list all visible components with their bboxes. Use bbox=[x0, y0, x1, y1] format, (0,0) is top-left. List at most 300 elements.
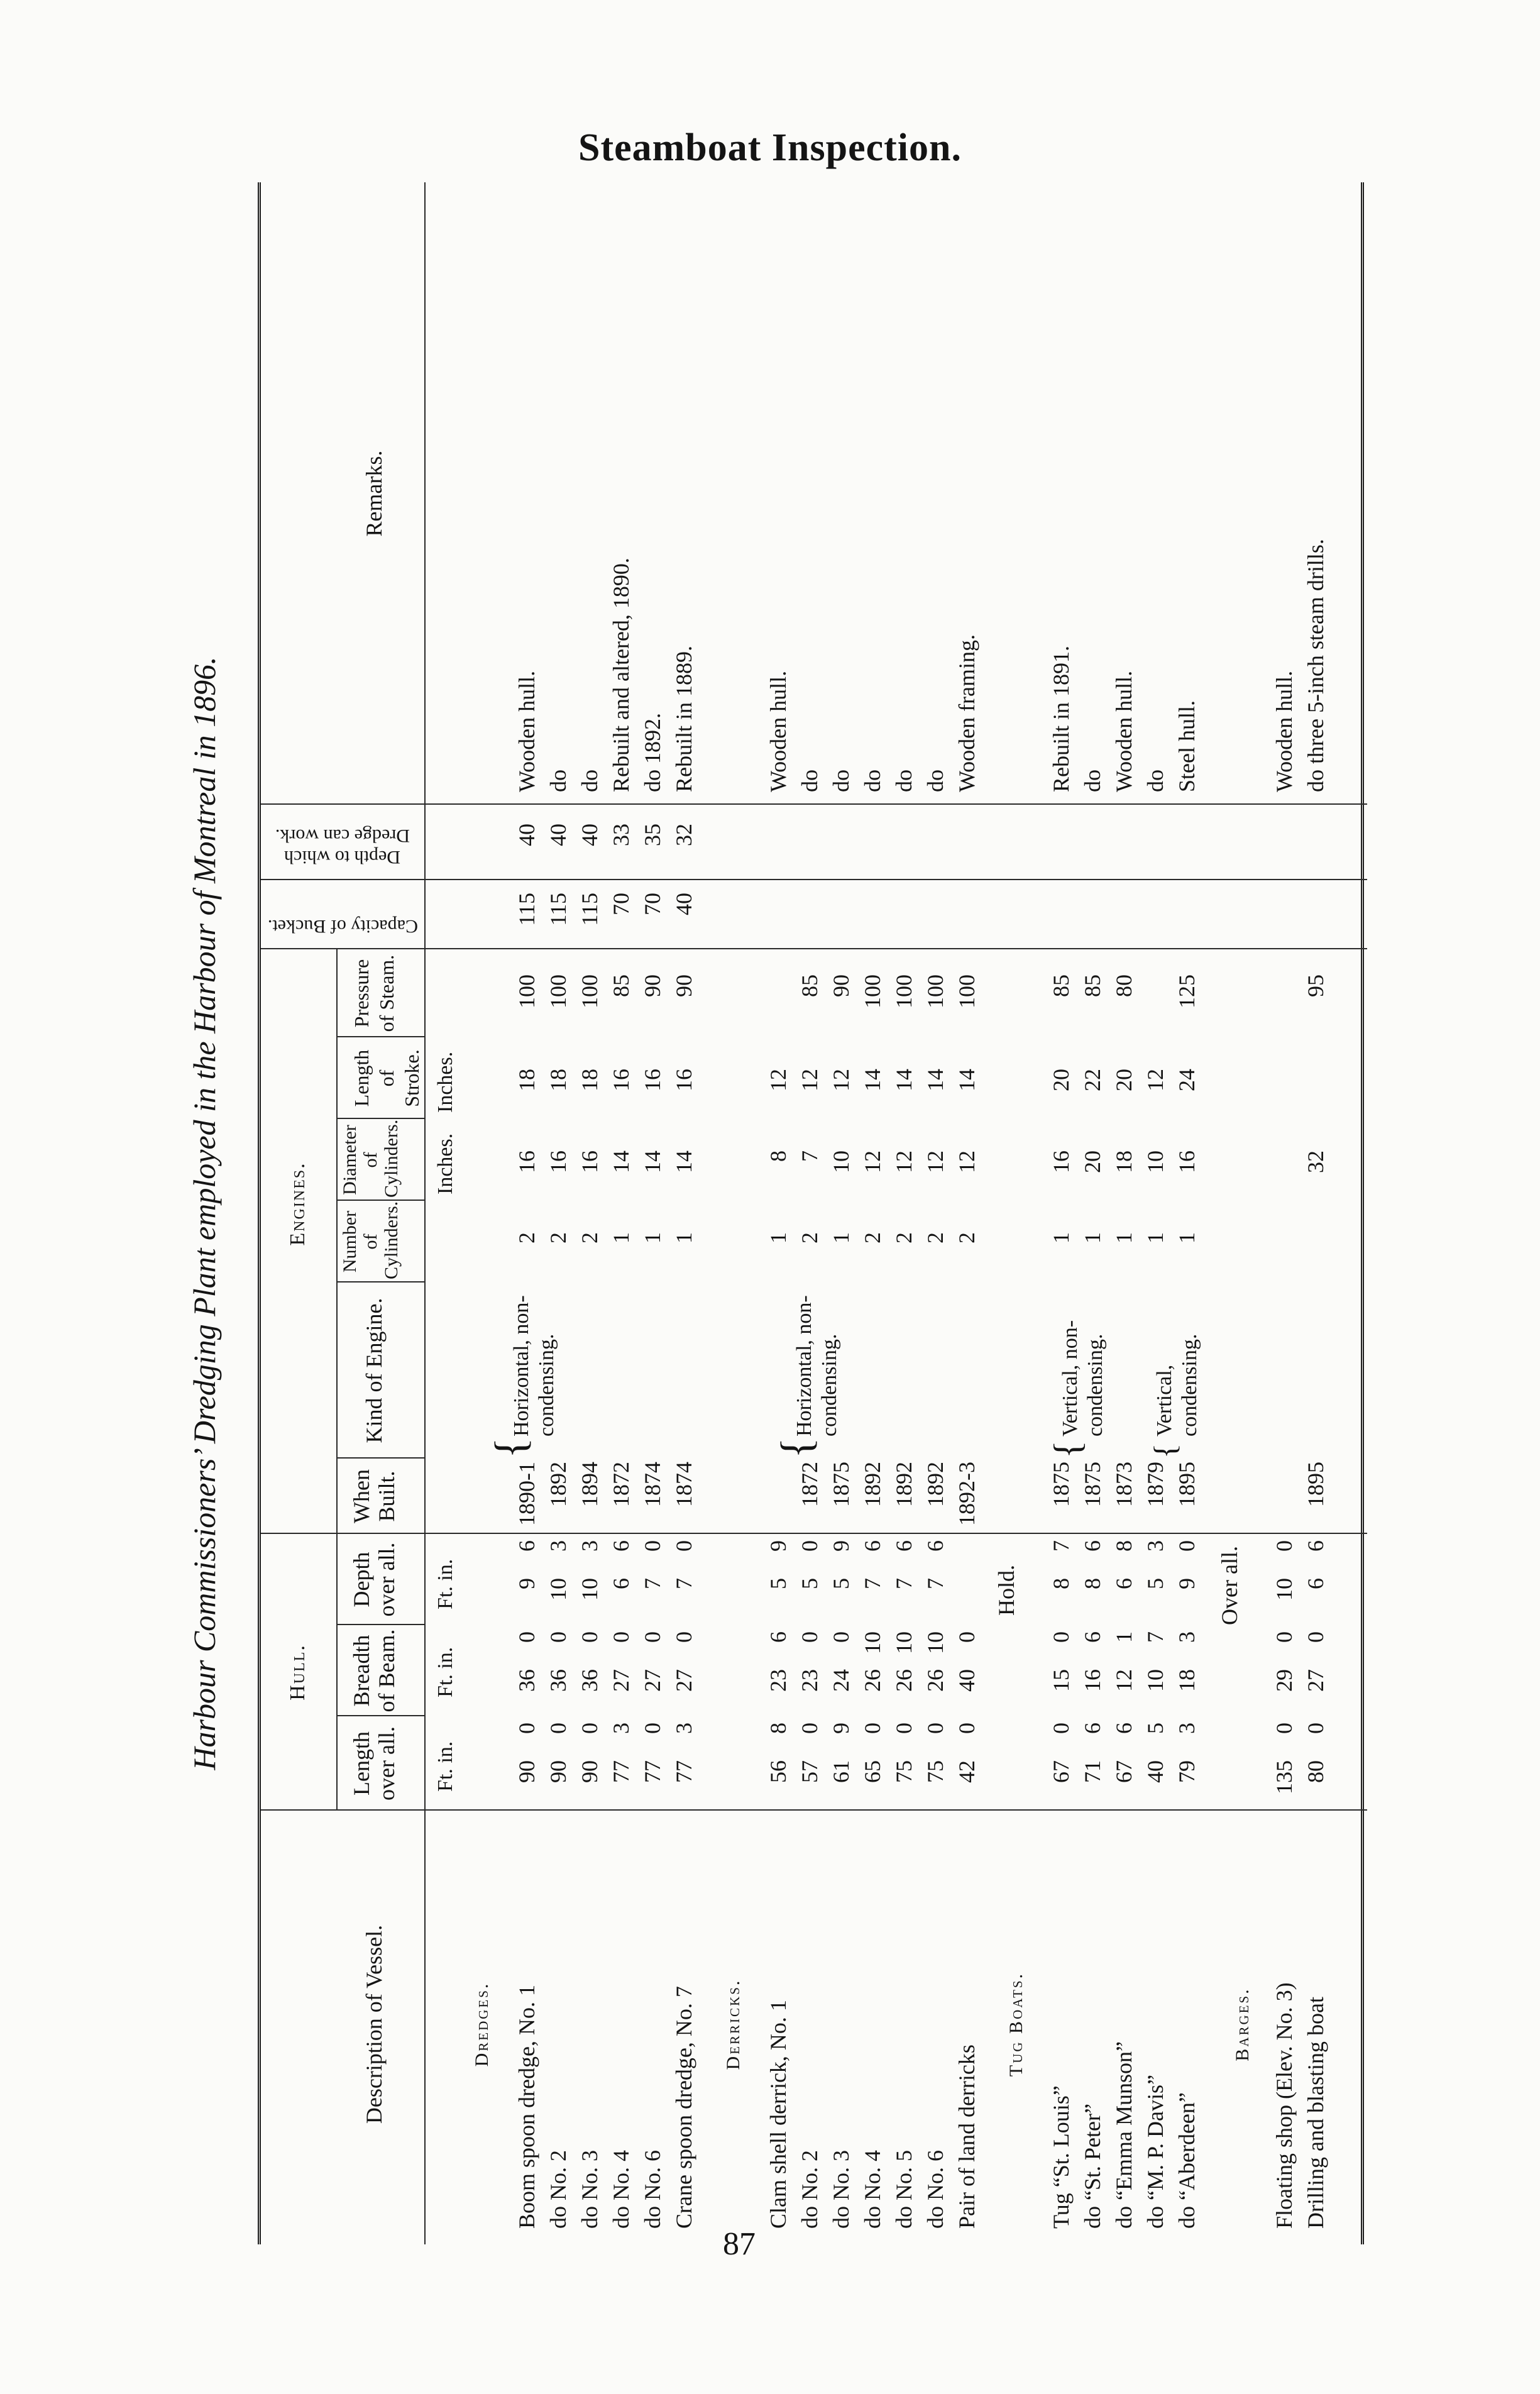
cell-cyl: 2 bbox=[797, 1232, 822, 1244]
cell-stroke: 14 bbox=[954, 1069, 979, 1091]
cell-bin: 0 bbox=[577, 1631, 602, 1643]
cell-desc: do No. 3 bbox=[828, 2150, 854, 2229]
cell-stroke: 18 bbox=[514, 1069, 539, 1091]
cell-lin: 8 bbox=[766, 1723, 791, 1734]
cell-lin: 9 bbox=[828, 1723, 854, 1734]
cell-din: 0 bbox=[640, 1540, 665, 1552]
cell-bft: 40 bbox=[954, 1669, 979, 1692]
unit-breadth: Ft. in. bbox=[434, 1647, 457, 1697]
dredging-plant-table bbox=[258, 182, 1364, 2244]
col-stroke: Length of Stroke. bbox=[350, 1049, 423, 1107]
cell-built: 1892 bbox=[891, 1462, 916, 1507]
cell-dft: 9 bbox=[1174, 1578, 1199, 1589]
cell-built: 1890-1 bbox=[514, 1462, 539, 1526]
cell-desc: do No. 4 bbox=[608, 2150, 634, 2229]
cell-lin: 0 bbox=[954, 1723, 979, 1734]
cell-dft: 8 bbox=[1048, 1578, 1074, 1589]
cell-cyl: 1 bbox=[608, 1232, 634, 1244]
cell-stroke: 16 bbox=[671, 1069, 696, 1091]
table-row bbox=[952, 182, 981, 2244]
rule-dia bbox=[336, 1118, 424, 1119]
cell-din: 0 bbox=[1174, 1540, 1199, 1552]
cell-lin: 3 bbox=[1174, 1723, 1199, 1734]
cell-built: 1895 bbox=[1303, 1462, 1328, 1507]
page-header: Steamboat Inspection. bbox=[578, 126, 962, 169]
cell-bin: 0 bbox=[514, 1631, 539, 1643]
table-row bbox=[512, 182, 541, 2244]
cell-lin: 0 bbox=[860, 1723, 885, 1734]
cell-built: 1872 bbox=[608, 1462, 634, 1507]
section-derricks: Derricks. bbox=[723, 1978, 744, 2070]
col-length: Length over all. bbox=[349, 1726, 399, 1801]
cell-desc: do “St. Peter” bbox=[1080, 2104, 1105, 2229]
cell-bin: 10 bbox=[891, 1631, 916, 1654]
cell-desc: Tug “St. Louis” bbox=[1048, 2085, 1074, 2229]
cell-dd: 40 bbox=[577, 824, 602, 846]
hold-label: Hold. bbox=[994, 1565, 1019, 1616]
cell-built: 1895 bbox=[1174, 1462, 1199, 1507]
cell-bin: 10 bbox=[860, 1631, 885, 1654]
cell-cyl: 1 bbox=[671, 1232, 696, 1244]
brace-derricks: { bbox=[773, 1437, 821, 1459]
cell-built: 1872 bbox=[797, 1462, 822, 1507]
cell-built: 1892 bbox=[546, 1462, 571, 1507]
cell-lft: 77 bbox=[671, 1760, 696, 1783]
cell-lft: 90 bbox=[577, 1760, 602, 1783]
cell-bft: 26 bbox=[891, 1669, 916, 1692]
col-depth: Depth over all. bbox=[349, 1542, 399, 1617]
cell-dft: 5 bbox=[1143, 1578, 1168, 1589]
cell-press: 90 bbox=[828, 974, 854, 997]
cell-dd: 33 bbox=[608, 824, 634, 846]
table-row bbox=[669, 182, 698, 2244]
cell-cyl: 2 bbox=[860, 1232, 885, 1244]
cell-desc: do “M. P. Davis” bbox=[1143, 2075, 1168, 2229]
table-row bbox=[1078, 182, 1107, 2244]
table-caption: Harbour Commissioners’ Dredging Plant employed in the Harbour of Montreal in 1896. bbox=[187, 656, 222, 1770]
cell-press: 100 bbox=[954, 974, 979, 1008]
cell-lft: 90 bbox=[546, 1760, 571, 1783]
cell-dia: 14 bbox=[608, 1150, 634, 1173]
cell-remarks: do bbox=[1143, 770, 1168, 792]
cell-dia: 10 bbox=[1143, 1150, 1168, 1173]
cell-stroke: 16 bbox=[608, 1069, 634, 1091]
cell-bin: 10 bbox=[923, 1631, 948, 1654]
cell-dia: 18 bbox=[1111, 1150, 1136, 1173]
cell-din: 6 bbox=[860, 1540, 885, 1552]
cell-lft: 75 bbox=[891, 1760, 916, 1783]
cell-dft: 6 bbox=[1111, 1578, 1136, 1589]
engine-kind-dredges: Horizontal, non-condensing. bbox=[510, 1295, 558, 1437]
cell-remarks: Wooden hull. bbox=[514, 670, 539, 792]
col-kind: Kind of Engine. bbox=[361, 1298, 387, 1443]
cell-dft: 10 bbox=[1272, 1578, 1297, 1601]
col-remarks: Remarks. bbox=[361, 450, 387, 537]
engine-kind-tugs: Vertical, non-condensing. bbox=[1059, 1320, 1107, 1437]
cell-cyl: 1 bbox=[1174, 1232, 1199, 1244]
cell-desc: do No. 3 bbox=[577, 2150, 602, 2229]
cell-cyl: 1 bbox=[640, 1232, 665, 1244]
cell-bft: 10 bbox=[1143, 1669, 1168, 1692]
cell-lft: 40 bbox=[1143, 1760, 1168, 1783]
rule-breadth bbox=[336, 1624, 424, 1625]
cell-bucket: 115 bbox=[546, 893, 571, 926]
cell-stroke: 12 bbox=[1143, 1069, 1168, 1091]
cell-lft: 65 bbox=[860, 1760, 885, 1783]
cell-dft: 7 bbox=[860, 1578, 885, 1589]
cell-built: 1892-3 bbox=[954, 1462, 979, 1526]
cell-dia: 16 bbox=[577, 1150, 602, 1173]
cell-dft: 5 bbox=[797, 1578, 822, 1589]
cell-bucket: 40 bbox=[671, 893, 696, 915]
cell-remarks: do bbox=[546, 770, 571, 792]
table-row bbox=[858, 182, 887, 2244]
cell-desc: do No. 6 bbox=[923, 2150, 948, 2229]
cell-dft: 7 bbox=[640, 1578, 665, 1589]
col-cylinders: Number of Cylinders. bbox=[339, 1201, 402, 1279]
cell-dia: 14 bbox=[640, 1150, 665, 1173]
cell-desc: do No. 2 bbox=[797, 2150, 822, 2229]
cell-lft: 56 bbox=[766, 1760, 791, 1783]
cell-din: 9 bbox=[828, 1540, 854, 1552]
cell-dia: 12 bbox=[923, 1150, 948, 1173]
cell-remarks: do bbox=[923, 770, 948, 792]
cell-cyl: 1 bbox=[1111, 1232, 1136, 1244]
cell-press: 100 bbox=[514, 974, 539, 1008]
cell-bin: 6 bbox=[1080, 1631, 1105, 1643]
cell-cyl: 1 bbox=[828, 1232, 854, 1244]
cell-dia: 16 bbox=[1048, 1150, 1074, 1173]
cell-dd: 32 bbox=[671, 824, 696, 846]
cell-cyl: 1 bbox=[766, 1232, 791, 1244]
cell-remarks: do bbox=[797, 770, 822, 792]
rule-kind bbox=[336, 1281, 424, 1282]
cell-press: 100 bbox=[923, 974, 948, 1008]
cell-cyl: 2 bbox=[577, 1232, 602, 1244]
cell-lin: 0 bbox=[640, 1723, 665, 1734]
table-row bbox=[1301, 182, 1330, 2244]
cell-bft: 27 bbox=[1303, 1669, 1328, 1692]
cell-dia: 8 bbox=[766, 1150, 791, 1162]
cell-desc: Boom spoon dredge, No. 1 bbox=[514, 1985, 539, 2229]
cell-press: 100 bbox=[860, 974, 885, 1008]
cell-desc: do No. 4 bbox=[860, 2150, 885, 2229]
section-barges: Barges. bbox=[1232, 1987, 1253, 2061]
cell-built: 1874 bbox=[671, 1462, 696, 1507]
cell-built: 1875 bbox=[1080, 1462, 1105, 1507]
cell-remarks: do bbox=[1080, 770, 1105, 792]
cell-lin: 5 bbox=[1143, 1723, 1168, 1734]
cell-remarks: Rebuilt in 1889. bbox=[671, 646, 696, 792]
cell-desc: Drilling and blasting boat bbox=[1303, 1997, 1328, 2229]
rule-length bbox=[336, 1715, 424, 1716]
cell-bin: 0 bbox=[954, 1631, 979, 1643]
cell-press: 85 bbox=[1080, 974, 1105, 997]
cell-cyl: 1 bbox=[1048, 1232, 1074, 1244]
cell-dft: 7 bbox=[891, 1578, 916, 1589]
table-row bbox=[1270, 182, 1299, 2244]
over-all-label: Over all. bbox=[1217, 1546, 1242, 1625]
cell-bft: 23 bbox=[797, 1669, 822, 1692]
cell-dft: 6 bbox=[608, 1578, 634, 1589]
cell-stroke: 12 bbox=[797, 1069, 822, 1091]
cell-bucket: 70 bbox=[640, 893, 665, 915]
cell-dia: 12 bbox=[891, 1150, 916, 1173]
cell-bin: 0 bbox=[797, 1631, 822, 1643]
cell-bft: 15 bbox=[1048, 1669, 1074, 1692]
cell-lin: 0 bbox=[546, 1723, 571, 1734]
cell-built: 1875 bbox=[828, 1462, 854, 1507]
cell-dft: 9 bbox=[514, 1578, 539, 1589]
cell-lin: 6 bbox=[1080, 1723, 1105, 1734]
cell-bft: 36 bbox=[577, 1669, 602, 1692]
cell-dia: 10 bbox=[828, 1150, 854, 1173]
cell-bin: 0 bbox=[1048, 1631, 1074, 1643]
cell-desc: do No. 6 bbox=[640, 2150, 665, 2229]
cell-dd: 40 bbox=[514, 824, 539, 846]
cell-bin: 0 bbox=[828, 1631, 854, 1643]
cell-bft: 12 bbox=[1111, 1669, 1136, 1692]
cell-din: 8 bbox=[1111, 1540, 1136, 1552]
table-row bbox=[1047, 182, 1075, 2244]
cell-bin: 0 bbox=[608, 1631, 634, 1643]
cell-dft: 8 bbox=[1080, 1578, 1105, 1589]
cell-din: 7 bbox=[1048, 1540, 1074, 1552]
cell-stroke: 12 bbox=[766, 1069, 791, 1091]
cell-dia: 7 bbox=[797, 1150, 822, 1162]
cell-bucket: 70 bbox=[608, 893, 634, 915]
table-row bbox=[889, 182, 918, 2244]
unit-stroke: Inches. bbox=[434, 1051, 457, 1113]
cell-din: 6 bbox=[923, 1540, 948, 1552]
rule-column-header bbox=[424, 182, 426, 2244]
cell-bucket: 115 bbox=[514, 893, 539, 926]
cell-press: 100 bbox=[891, 974, 916, 1008]
cell-press: 100 bbox=[546, 974, 571, 1008]
section-tug-boats: Tug Boats. bbox=[1006, 1972, 1026, 2077]
cell-built: 1873 bbox=[1111, 1462, 1136, 1507]
brace-dredges: { bbox=[487, 1437, 535, 1459]
cell-press: 85 bbox=[608, 974, 634, 997]
col-breadth: Breadth of Beam. bbox=[349, 1629, 399, 1713]
table-row bbox=[827, 182, 855, 2244]
cell-lft: 57 bbox=[797, 1760, 822, 1783]
cell-bin: 7 bbox=[1143, 1631, 1168, 1643]
cell-remarks: Wooden framing. bbox=[954, 634, 979, 792]
cell-din: 6 bbox=[608, 1540, 634, 1552]
cell-cyl: 2 bbox=[923, 1232, 948, 1244]
cell-press: 85 bbox=[797, 974, 822, 997]
cell-bft: 24 bbox=[828, 1669, 854, 1692]
cell-press: 80 bbox=[1111, 974, 1136, 997]
cell-cyl: 2 bbox=[546, 1232, 571, 1244]
cell-cyl: 2 bbox=[954, 1232, 979, 1244]
cell-bin: 0 bbox=[546, 1631, 571, 1643]
cell-press: 100 bbox=[577, 974, 602, 1008]
cell-lft: 77 bbox=[640, 1760, 665, 1783]
cell-lin: 3 bbox=[608, 1723, 634, 1734]
cell-cyl: 2 bbox=[514, 1232, 539, 1244]
cell-bft: 26 bbox=[860, 1669, 885, 1692]
cell-dia: 16 bbox=[514, 1150, 539, 1173]
cell-lin: 6 bbox=[1111, 1723, 1136, 1734]
hull-group-header: Hull. bbox=[286, 1644, 309, 1701]
cell-din: 3 bbox=[1143, 1540, 1168, 1552]
cell-dia: 16 bbox=[1174, 1150, 1199, 1173]
cell-dft: 7 bbox=[923, 1578, 948, 1589]
cell-stroke: 18 bbox=[577, 1069, 602, 1091]
cell-bft: 36 bbox=[514, 1669, 539, 1692]
cell-desc: do “Emma Munson” bbox=[1111, 2041, 1136, 2229]
cell-bft: 16 bbox=[1080, 1669, 1105, 1692]
cell-dft: 10 bbox=[546, 1578, 571, 1601]
cell-dia: 16 bbox=[546, 1150, 571, 1173]
cell-desc: Pair of land derricks bbox=[954, 2044, 979, 2229]
cell-remarks: Wooden hull. bbox=[1272, 670, 1297, 792]
cell-stroke: 14 bbox=[891, 1069, 916, 1091]
cell-built: 1892 bbox=[923, 1462, 948, 1507]
cell-lft: 67 bbox=[1048, 1760, 1074, 1783]
cell-bin: 0 bbox=[671, 1631, 696, 1643]
rule-stroke bbox=[336, 1036, 424, 1037]
cell-dft: 10 bbox=[577, 1578, 602, 1601]
page-number: 87 bbox=[723, 2226, 756, 2262]
unit-diameter: Inches. bbox=[434, 1133, 457, 1194]
cell-bft: 36 bbox=[546, 1669, 571, 1692]
cell-desc: Crane spoon dredge, No. 7 bbox=[671, 1986, 696, 2229]
cell-remarks: do bbox=[828, 770, 854, 792]
cell-built: 1875 bbox=[1048, 1462, 1074, 1507]
cell-bin: 3 bbox=[1174, 1631, 1199, 1643]
table-row bbox=[638, 182, 667, 2244]
cell-din: 0 bbox=[1272, 1540, 1297, 1552]
cell-din: 0 bbox=[797, 1540, 822, 1552]
cell-lft: 135 bbox=[1272, 1760, 1297, 1794]
cell-dd: 40 bbox=[546, 824, 571, 846]
rule-group-header bbox=[336, 949, 338, 1811]
rotated-table-region bbox=[182, 182, 1364, 2244]
col-diameter: Diameter of Cylinders. bbox=[339, 1119, 402, 1198]
cell-built: 1892 bbox=[860, 1462, 885, 1507]
cell-dft: 7 bbox=[671, 1578, 696, 1589]
cell-stroke: 16 bbox=[640, 1069, 665, 1091]
cell-lft: 67 bbox=[1111, 1760, 1136, 1783]
brace-tugs: { bbox=[1047, 1440, 1088, 1459]
cell-din: 6 bbox=[1080, 1540, 1105, 1552]
cell-press: 95 bbox=[1303, 974, 1328, 997]
cell-din: 6 bbox=[514, 1540, 539, 1552]
cell-bft: 29 bbox=[1272, 1669, 1297, 1692]
engines-group-header: Engines. bbox=[286, 1162, 309, 1246]
cell-built: 1879 bbox=[1143, 1462, 1168, 1507]
cell-cyl: 1 bbox=[1080, 1232, 1105, 1244]
col-dredge-depth: Depth to which Dredge can work. bbox=[275, 825, 410, 868]
cell-desc: Clam shell derrick, No. 1 bbox=[766, 2000, 791, 2229]
cell-press: 90 bbox=[640, 974, 665, 997]
cell-remarks: do bbox=[860, 770, 885, 792]
cell-dd: 35 bbox=[640, 824, 665, 846]
cell-remarks: do bbox=[577, 770, 602, 792]
cell-bft: 27 bbox=[640, 1669, 665, 1692]
cell-desc: do No. 5 bbox=[891, 2150, 916, 2229]
cell-stroke: 14 bbox=[860, 1069, 885, 1091]
col-pressure: Pressure of Steam. bbox=[350, 954, 398, 1032]
cell-dia: 14 bbox=[671, 1150, 696, 1173]
cell-din: 6 bbox=[891, 1540, 916, 1552]
cell-bin: 0 bbox=[1303, 1631, 1328, 1643]
cell-dft: 5 bbox=[828, 1578, 854, 1589]
cell-press: 125 bbox=[1174, 974, 1199, 1008]
cell-stroke: 20 bbox=[1111, 1069, 1136, 1091]
cell-lft: 90 bbox=[514, 1760, 539, 1783]
cell-din: 6 bbox=[1303, 1540, 1328, 1552]
cell-remarks: do bbox=[891, 770, 916, 792]
cell-lin: 0 bbox=[577, 1723, 602, 1734]
cell-cyl: 1 bbox=[1143, 1232, 1168, 1244]
table-row bbox=[1141, 182, 1170, 2244]
col-bucket: Capacity of Bucket. bbox=[267, 916, 418, 937]
cell-dia: 32 bbox=[1303, 1150, 1328, 1173]
cell-bin: 1 bbox=[1111, 1631, 1136, 1643]
cell-remarks: Rebuilt and altered, 1890. bbox=[608, 558, 634, 792]
cell-stroke: 12 bbox=[828, 1069, 854, 1091]
col-built: When Built. bbox=[349, 1469, 399, 1523]
cell-remarks: do three 5-inch steam drills. bbox=[1303, 539, 1328, 792]
cell-stroke: 22 bbox=[1080, 1069, 1105, 1091]
cell-press: 90 bbox=[671, 974, 696, 997]
table-row bbox=[921, 182, 950, 2244]
cell-stroke: 20 bbox=[1048, 1069, 1074, 1091]
cell-bucket: 115 bbox=[577, 893, 602, 926]
cell-dia: 12 bbox=[954, 1150, 979, 1173]
cell-lin: 3 bbox=[671, 1723, 696, 1734]
cell-desc: do No. 2 bbox=[546, 2150, 571, 2229]
cell-lft: 42 bbox=[954, 1760, 979, 1783]
cell-remarks: Rebuilt in 1891. bbox=[1048, 646, 1074, 792]
cell-lin: 0 bbox=[514, 1723, 539, 1734]
cell-lft: 80 bbox=[1303, 1760, 1328, 1783]
cell-lin: 0 bbox=[1303, 1723, 1328, 1734]
cell-remarks: Steel hull. bbox=[1174, 700, 1199, 792]
cell-lin: 0 bbox=[797, 1723, 822, 1734]
cell-dft: 6 bbox=[1303, 1578, 1328, 1589]
cell-bft: 23 bbox=[766, 1669, 791, 1692]
table-row bbox=[764, 182, 793, 2244]
cell-bin: 0 bbox=[1272, 1631, 1297, 1643]
cell-lft: 77 bbox=[608, 1760, 634, 1783]
rule-built bbox=[336, 1457, 424, 1459]
table-row bbox=[795, 182, 824, 2244]
table-row bbox=[1109, 182, 1138, 2244]
cell-lft: 75 bbox=[923, 1760, 948, 1783]
cell-lin: 0 bbox=[1272, 1723, 1297, 1734]
cell-lin: 0 bbox=[1048, 1723, 1074, 1734]
cell-bft: 27 bbox=[671, 1669, 696, 1692]
cell-lin: 0 bbox=[891, 1723, 916, 1734]
cell-remarks: Wooden hull. bbox=[766, 670, 791, 792]
brace-aberdeen: { bbox=[1147, 1443, 1182, 1459]
cell-dia: 12 bbox=[860, 1150, 885, 1173]
cell-lft: 79 bbox=[1174, 1760, 1199, 1783]
cell-desc: do “Aberdeen” bbox=[1174, 2092, 1199, 2229]
cell-stroke: 24 bbox=[1174, 1069, 1199, 1091]
cell-remarks: do 1892. bbox=[640, 713, 665, 792]
cell-din: 3 bbox=[577, 1540, 602, 1552]
table-row bbox=[1172, 182, 1201, 2244]
cell-bft: 18 bbox=[1174, 1669, 1199, 1692]
cell-bin: 0 bbox=[640, 1631, 665, 1643]
cell-press: 85 bbox=[1048, 974, 1074, 997]
